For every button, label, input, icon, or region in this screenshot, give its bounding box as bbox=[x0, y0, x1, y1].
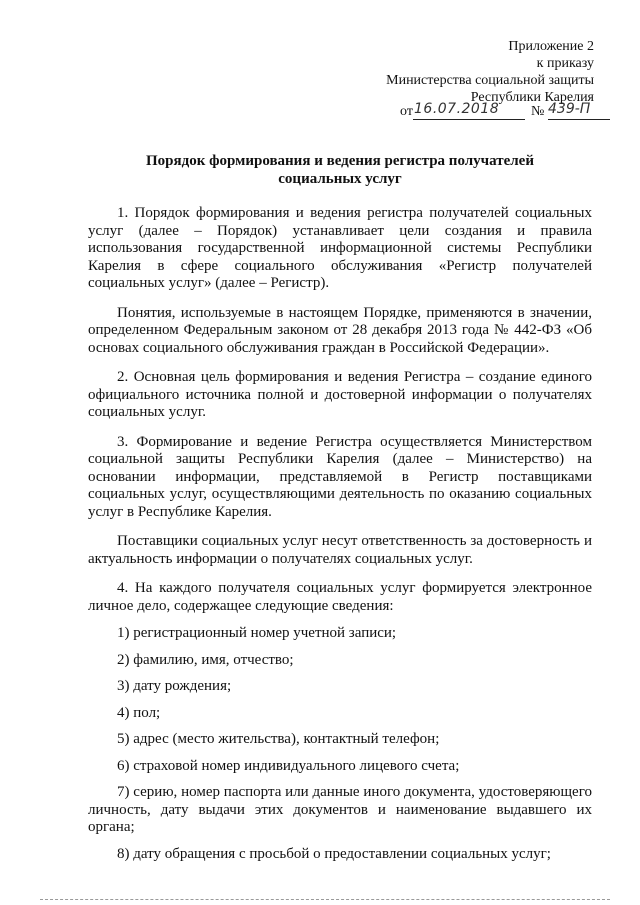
list-item: 2) фамилию, имя, отчество; bbox=[117, 651, 294, 668]
order-date-handwritten: 16.07.2018 bbox=[414, 101, 500, 117]
appendix-line: Республики Карелия bbox=[470, 90, 594, 105]
appendix-line: Министерства социальной защиты bbox=[386, 73, 594, 88]
paragraph: Понятия, используемые в настоящем Порядке, применяются в значении, определенном Федеральным законом от 28 декабря 2013 года № 442-ФЗ «Об основах социального обслуживания граждан в Российской Федерации». bbox=[88, 304, 592, 356]
order-prefix: от bbox=[400, 104, 413, 119]
appendix-line: к приказу bbox=[536, 56, 594, 71]
order-number-handwritten: 439-П bbox=[548, 101, 591, 117]
order-reference bbox=[400, 101, 600, 124]
page-bottom-divider bbox=[40, 899, 610, 900]
paragraph: 1. Порядок формирования и ведения регистра получателей социальных услуг (далее – Порядок) устанавливает цели создания и правила использования государственной информационной системы Республики Карелия в сфере социального обслуживания «Регистр получателей социальных услуг» (далее – Регистр). bbox=[88, 205, 592, 291]
title-line: социальных услуг bbox=[278, 171, 402, 187]
list-item: 4) пол; bbox=[117, 704, 161, 721]
list-item: 6) страховой номер индивидуального лицевого счета; bbox=[117, 757, 460, 774]
appendix-header bbox=[386, 38, 594, 106]
list-item: 8) дату обращения с просьбой о предоставлении социальных услуг; bbox=[117, 845, 551, 862]
title-line: Порядок формирования и ведения регистра получателей bbox=[146, 153, 534, 169]
order-number-sign: № bbox=[531, 104, 545, 119]
document-title bbox=[88, 152, 592, 188]
document-body bbox=[88, 205, 592, 863]
paragraph: 3. Формирование и ведение Регистра осуществляется Министерством социальной защиты Республики Карелия (далее – Министерство) на основании информации, представляемой в Регистр поставщиками социальных услуг, осуществляющими деятельность по оказанию социальных услуг в Республике Карелия. bbox=[88, 433, 592, 520]
date-underline bbox=[413, 119, 525, 120]
list-item: 7) серию, номер паспорта или данные иного документа, удостоверяющего личность, дату выдачи этих документов и наименование выдавшего их органа; bbox=[88, 784, 592, 835]
list-item: 3) дату рождения; bbox=[117, 678, 232, 694]
number-underline bbox=[548, 119, 610, 120]
appendix-line: Приложение 2 bbox=[508, 39, 594, 54]
paragraph: 4. На каждого получателя социальных услуг формируется электронное личное дело, содержащее следующие сведения: bbox=[88, 580, 592, 614]
list-item: 5) адрес (место жительства), контактный телефон; bbox=[117, 731, 440, 747]
paragraph: 2. Основная цель формирования и ведения Регистра – создание единого официального источника полной и достоверной информации о получателях социальных услуг. bbox=[88, 369, 592, 420]
paragraph: Поставщики социальных услуг несут ответственность за достоверность и актуальность информации о получателях социальных услуг. bbox=[88, 533, 592, 567]
list-item: 1) регистрационный номер учетной записи; bbox=[117, 625, 397, 641]
